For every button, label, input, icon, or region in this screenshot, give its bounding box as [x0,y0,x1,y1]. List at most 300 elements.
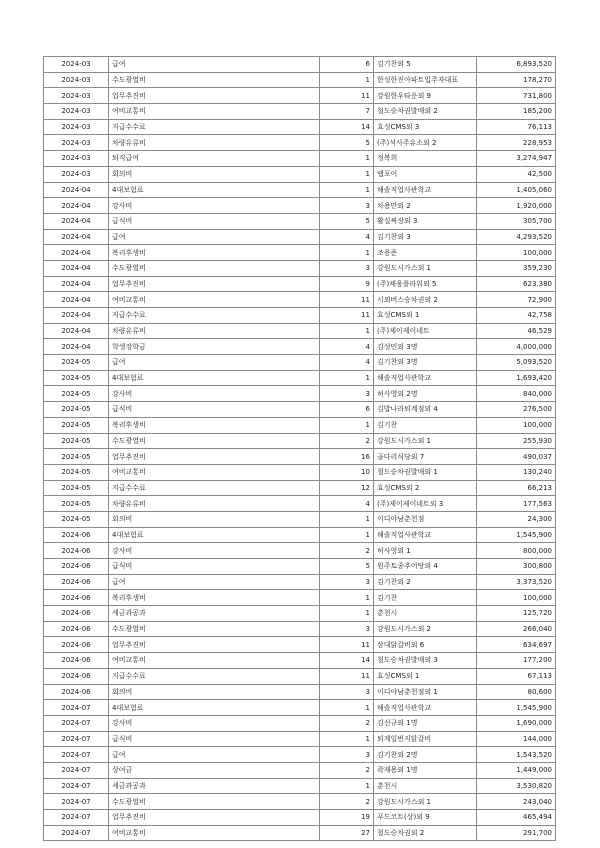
table-row [44,72,556,88]
table-row [44,323,556,339]
table-row [44,653,556,669]
amount-cell: 840,000 [477,386,556,402]
account-cell: 업무추진비 [109,637,320,653]
account-cell: 업무추진비 [109,276,320,292]
payee-cell: 강원한우타운외 9 [374,88,477,104]
account-cell: 급여 [109,355,320,371]
month-cell: 2024-07 [44,794,109,810]
amount-cell: 125,720 [477,606,556,622]
count-cell: 3 [320,386,374,402]
expense-table-body [44,57,556,841]
count-cell: 11 [320,292,374,308]
account-cell: 회의비 [109,684,320,700]
payee-cell: 정복희 [374,151,477,167]
table-row [44,339,556,355]
payee-cell: 철도승차권외 2 [374,825,477,841]
amount-cell: 5,093,520 [477,355,556,371]
payee-cell: 이디야남춘천점 [374,511,477,527]
count-cell: 1 [320,511,374,527]
month-cell: 2024-07 [44,715,109,731]
account-cell: 회의비 [109,166,320,182]
count-cell: 3 [320,684,374,700]
table-row [44,135,556,151]
account-cell: 지급수수료 [109,668,320,684]
count-cell: 1 [320,182,374,198]
month-cell: 2024-03 [44,166,109,182]
amount-cell: 228,953 [477,135,556,151]
account-cell: 급여 [109,574,320,590]
account-cell: 강사비 [109,386,320,402]
payee-cell: 조용준 [374,245,477,261]
count-cell: 3 [320,198,374,214]
month-cell: 2024-06 [44,684,109,700]
month-cell: 2024-05 [44,386,109,402]
table-row [44,229,556,245]
table-row [44,260,556,276]
payee-cell: 김선규외 1명 [374,715,477,731]
payee-cell: 시외버스승차권외 2 [374,292,477,308]
amount-cell: 291,700 [477,825,556,841]
amount-cell: 1,543,520 [477,747,556,763]
payee-cell: 춘천시 [374,606,477,622]
month-cell: 2024-06 [44,590,109,606]
payee-cell: 철도승차권발매외 2 [374,104,477,120]
count-cell: 4 [320,339,374,355]
table-row [44,292,556,308]
amount-cell: 3,530,820 [477,778,556,794]
count-cell: 27 [320,825,374,841]
count-cell: 5 [320,559,374,575]
account-cell: 학생장학금 [109,339,320,355]
month-cell: 2024-07 [44,778,109,794]
table-row [44,747,556,763]
account-cell: 급식비 [109,213,320,229]
table-row [44,684,556,700]
count-cell: 1 [320,731,374,747]
payee-cell: 활실짜장외 3 [374,213,477,229]
payee-cell: 강원도시가스외 2 [374,621,477,637]
count-cell: 3 [320,260,374,276]
payee-cell: 춘천시 [374,778,477,794]
count-cell: 11 [320,88,374,104]
amount-cell: 100,000 [477,417,556,433]
payee-cell: 철도승차권발매외 3 [374,653,477,669]
amount-cell: 185,200 [477,104,556,120]
account-cell: 4대보험료 [109,370,320,386]
account-cell: 급식비 [109,559,320,575]
month-cell: 2024-03 [44,88,109,104]
table-row [44,574,556,590]
month-cell: 2024-05 [44,480,109,496]
payee-cell: 김기찬외 2명 [374,747,477,763]
amount-cell: 490,037 [477,449,556,465]
payee-cell: 해솔직업사관학교 [374,700,477,716]
amount-cell: 42,758 [477,308,556,324]
payee-cell: 곽재용외 1명 [374,762,477,778]
payee-cell: 해솔직업사관학교 [374,182,477,198]
month-cell: 2024-07 [44,731,109,747]
month-cell: 2024-04 [44,245,109,261]
table-row [44,480,556,496]
count-cell: 11 [320,637,374,653]
month-cell: 2024-04 [44,323,109,339]
table-row [44,810,556,826]
table-row [44,151,556,167]
count-cell: 10 [320,464,374,480]
payee-cell: 김기찬외 3명 [374,355,477,371]
amount-cell: 67,113 [477,668,556,684]
amount-cell: 1,449,000 [477,762,556,778]
amount-cell: 731,800 [477,88,556,104]
table-row [44,182,556,198]
account-cell: 여비교통비 [109,653,320,669]
payee-cell: 해솔직업사관학교 [374,527,477,543]
month-cell: 2024-05 [44,496,109,512]
count-cell: 3 [320,747,374,763]
table-row [44,386,556,402]
account-cell: 수도광열비 [109,433,320,449]
account-cell: 강사비 [109,715,320,731]
count-cell: 2 [320,433,374,449]
month-cell: 2024-04 [44,276,109,292]
payee-cell: 강원도시가스외 1 [374,433,477,449]
account-cell: 업무추진비 [109,810,320,826]
payee-cell: 김기찬 [374,417,477,433]
amount-cell: 46,529 [477,323,556,339]
count-cell: 4 [320,355,374,371]
table-row [44,762,556,778]
amount-cell: 276,500 [477,402,556,418]
count-cell: 12 [320,480,374,496]
account-cell: 수도광열비 [109,794,320,810]
table-row [44,668,556,684]
month-cell: 2024-07 [44,747,109,763]
payee-cell: 골다리식당외 7 [374,449,477,465]
payee-cell: (주)석사주유소외 2 [374,135,477,151]
amount-cell: 24,300 [477,511,556,527]
account-cell: 급여 [109,57,320,73]
count-cell: 16 [320,449,374,465]
table-row [44,527,556,543]
payee-cell: 김밥나라퇴계점외 4 [374,402,477,418]
month-cell: 2024-06 [44,621,109,637]
account-cell: 지급수수료 [109,308,320,324]
table-row [44,794,556,810]
count-cell: 6 [320,57,374,73]
count-cell: 1 [320,166,374,182]
amount-cell: 1,690,000 [477,715,556,731]
payee-cell: 퇴계일번지닭갈비 [374,731,477,747]
month-cell: 2024-05 [44,417,109,433]
amount-cell: 100,000 [477,590,556,606]
account-cell: 세금과공과 [109,778,320,794]
month-cell: 2024-03 [44,57,109,73]
amount-cell: 800,000 [477,543,556,559]
account-cell: 4대보험료 [109,527,320,543]
month-cell: 2024-04 [44,229,109,245]
count-cell: 1 [320,590,374,606]
payee-cell: 김기찬외 2 [374,574,477,590]
account-cell: 업무추진비 [109,449,320,465]
count-cell: 1 [320,323,374,339]
payee-cell: 강원도시가스외 1 [374,794,477,810]
count-cell: 2 [320,715,374,731]
count-cell: 19 [320,810,374,826]
account-cell: 업무추진비 [109,88,320,104]
account-cell: 여비교통비 [109,292,320,308]
account-cell: 차량유류비 [109,135,320,151]
payee-cell: 한성한진아파트입주자대표 [374,72,477,88]
account-cell: 세금과공과 [109,606,320,622]
payee-cell: 김기찬 [374,590,477,606]
amount-cell: 72,900 [477,292,556,308]
month-cell: 2024-04 [44,292,109,308]
table-row [44,700,556,716]
month-cell: 2024-04 [44,260,109,276]
month-cell: 2024-05 [44,511,109,527]
table-row [44,715,556,731]
table-row [44,104,556,120]
table-row [44,511,556,527]
table-row [44,308,556,324]
amount-cell: 255,930 [477,433,556,449]
month-cell: 2024-06 [44,606,109,622]
table-row [44,88,556,104]
account-cell: 여비교통비 [109,825,320,841]
payee-cell: (주)제이제이네트외 3 [374,496,477,512]
account-cell: 복리후생비 [109,417,320,433]
month-cell: 2024-05 [44,402,109,418]
count-cell: 1 [320,778,374,794]
month-cell: 2024-06 [44,653,109,669]
count-cell: 11 [320,308,374,324]
account-cell: 여비교통비 [109,104,320,120]
month-cell: 2024-07 [44,700,109,716]
month-cell: 2024-03 [44,119,109,135]
month-cell: 2024-06 [44,637,109,653]
amount-cell: 178,270 [477,72,556,88]
table-row [44,198,556,214]
expense-table [43,56,556,841]
account-cell: 지급수수료 [109,480,320,496]
table-row [44,355,556,371]
month-cell: 2024-05 [44,433,109,449]
month-cell: 2024-07 [44,810,109,826]
amount-cell: 4,293,520 [477,229,556,245]
table-row [44,590,556,606]
table-row [44,402,556,418]
count-cell: 4 [320,229,374,245]
payee-cell: 푸드코트(상)외 9 [374,810,477,826]
account-cell: 상여금 [109,762,320,778]
count-cell: 6 [320,402,374,418]
count-cell: 14 [320,119,374,135]
amount-cell: 266,040 [477,621,556,637]
count-cell: 7 [320,104,374,120]
payee-cell: 효성CMS외 3 [374,119,477,135]
table-row [44,245,556,261]
table-row [44,606,556,622]
table-row [44,213,556,229]
payee-cell: 김성민외 3명 [374,339,477,355]
count-cell: 11 [320,668,374,684]
table-row [44,464,556,480]
payee-cell: 철도승차권발매외 1 [374,464,477,480]
count-cell: 1 [320,151,374,167]
month-cell: 2024-04 [44,308,109,324]
account-cell: 수도광열비 [109,621,320,637]
payee-cell: 효성CMS외 1 [374,308,477,324]
payee-cell: 랩포어 [374,166,477,182]
payee-cell: 효성CMS외 1 [374,668,477,684]
table-row [44,559,556,575]
amount-cell: 300,800 [477,559,556,575]
amount-cell: 4,000,000 [477,339,556,355]
table-row [44,637,556,653]
count-cell: 5 [320,135,374,151]
month-cell: 2024-06 [44,668,109,684]
account-cell: 수도광열비 [109,260,320,276]
payee-cell: 김기찬외 3 [374,229,477,245]
table-row [44,57,556,73]
payee-cell: 효성CMS외 2 [374,480,477,496]
table-row [44,449,556,465]
payee-cell: 차용만외 2 [374,198,477,214]
account-cell: 급식비 [109,402,320,418]
table-row [44,496,556,512]
amount-cell: 465,494 [477,810,556,826]
amount-cell: 305,700 [477,213,556,229]
month-cell: 2024-05 [44,449,109,465]
account-cell: 4대보험료 [109,700,320,716]
amount-cell: 177,200 [477,653,556,669]
payee-cell: 이디야남춘천점외 1 [374,684,477,700]
table-row [44,825,556,841]
count-cell: 1 [320,417,374,433]
month-cell: 2024-07 [44,762,109,778]
amount-cell: 130,240 [477,464,556,480]
amount-cell: 3,274,947 [477,151,556,167]
account-cell: 급식비 [109,731,320,747]
count-cell: 9 [320,276,374,292]
amount-cell: 634,697 [477,637,556,653]
payee-cell: 강원도시가스외 1 [374,260,477,276]
account-cell: 여비교통비 [109,464,320,480]
amount-cell: 1,545,900 [477,700,556,716]
table-row [44,621,556,637]
account-cell: 복리후생비 [109,590,320,606]
count-cell: 1 [320,245,374,261]
table-row [44,417,556,433]
count-cell: 14 [320,653,374,669]
payee-cell: (주)채움플라워외 5 [374,276,477,292]
month-cell: 2024-05 [44,370,109,386]
account-cell: 복리후생비 [109,245,320,261]
payee-cell: 허사영외 2명 [374,386,477,402]
amount-cell: 1,545,900 [477,527,556,543]
month-cell: 2024-03 [44,135,109,151]
payee-cell: 해솔직업사관학교 [374,370,477,386]
account-cell: 급여 [109,229,320,245]
amount-cell: 359,230 [477,260,556,276]
account-cell: 4대보험료 [109,182,320,198]
amount-cell: 243,040 [477,794,556,810]
amount-cell: 80,600 [477,684,556,700]
count-cell: 5 [320,213,374,229]
table-row [44,543,556,559]
table-row [44,166,556,182]
payee-cell: (주)제이제이네트 [374,323,477,339]
count-cell: 3 [320,621,374,637]
account-cell: 회의비 [109,511,320,527]
month-cell: 2024-06 [44,543,109,559]
month-cell: 2024-05 [44,355,109,371]
payee-cell: 허사영외 1 [374,543,477,559]
count-cell: 1 [320,527,374,543]
month-cell: 2024-07 [44,825,109,841]
table-row [44,778,556,794]
amount-cell: 42,500 [477,166,556,182]
month-cell: 2024-04 [44,213,109,229]
count-cell: 1 [320,700,374,716]
month-cell: 2024-06 [44,527,109,543]
amount-cell: 6,893,520 [477,57,556,73]
month-cell: 2024-04 [44,182,109,198]
ledger-sheet [43,56,555,841]
count-cell: 2 [320,762,374,778]
amount-cell: 3,373,520 [477,574,556,590]
payee-cell: 김기찬외 5 [374,57,477,73]
account-cell: 수도광열비 [109,72,320,88]
table-row [44,433,556,449]
table-row [44,370,556,386]
count-cell: 1 [320,72,374,88]
account-cell: 강사비 [109,543,320,559]
table-row [44,731,556,747]
month-cell: 2024-03 [44,104,109,120]
amount-cell: 623,380 [477,276,556,292]
payee-cell: 삼대닭갈비외 6 [374,637,477,653]
month-cell: 2024-03 [44,72,109,88]
account-cell: 차량유류비 [109,323,320,339]
count-cell: 2 [320,543,374,559]
account-cell: 차량유류비 [109,496,320,512]
month-cell: 2024-06 [44,574,109,590]
month-cell: 2024-04 [44,198,109,214]
table-row [44,276,556,292]
amount-cell: 1,920,000 [477,198,556,214]
amount-cell: 144,000 [477,731,556,747]
month-cell: 2024-05 [44,464,109,480]
count-cell: 2 [320,794,374,810]
count-cell: 4 [320,496,374,512]
account-cell: 급여 [109,747,320,763]
account-cell: 지급수수료 [109,119,320,135]
amount-cell: 66,213 [477,480,556,496]
account-cell: 퇴직급여 [109,151,320,167]
month-cell: 2024-04 [44,339,109,355]
month-cell: 2024-03 [44,151,109,167]
amount-cell: 1,405,060 [477,182,556,198]
amount-cell: 100,000 [477,245,556,261]
table-row [44,119,556,135]
month-cell: 2024-06 [44,559,109,575]
payee-cell: 원주토종추어탕외 4 [374,559,477,575]
amount-cell: 1,693,420 [477,370,556,386]
account-cell: 강사비 [109,198,320,214]
count-cell: 3 [320,574,374,590]
amount-cell: 76,113 [477,119,556,135]
